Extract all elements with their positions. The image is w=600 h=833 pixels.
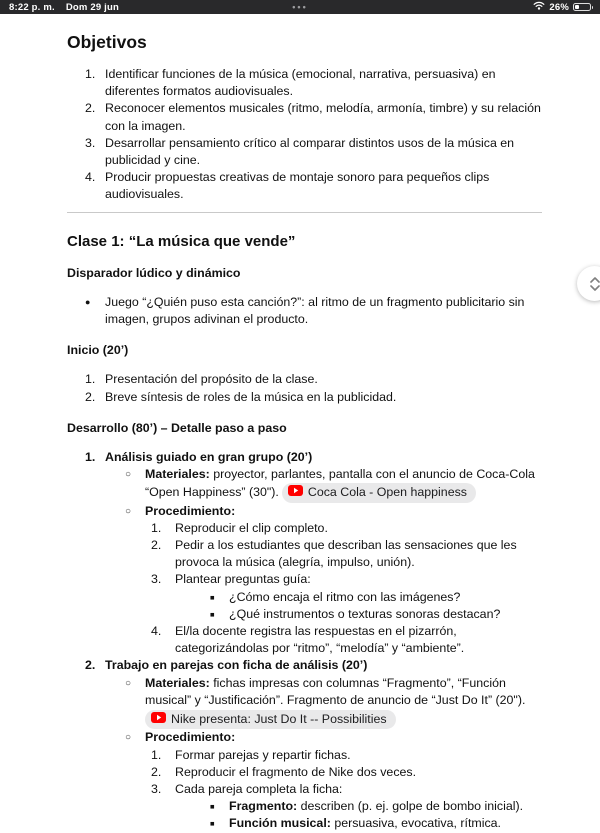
step-row (151, 520, 542, 537)
activity-title: Análisis guiado en gran grupo (20’) (105, 450, 313, 465)
section-title-objetivos: Objetivos (67, 32, 147, 52)
question-text: ¿Cómo encaja el ritmo con las imágenes? (229, 589, 461, 604)
list-item-text: Breve síntesis de roles de la música en la publicidad. (105, 389, 397, 404)
step-row (151, 747, 542, 764)
list-number: 3. (85, 135, 96, 150)
list-number: 4. (151, 624, 162, 639)
step-text: Cada pareja completa la ficha: (175, 781, 343, 796)
youtube-icon (151, 711, 166, 728)
step-row (151, 781, 542, 798)
circle-marker-icon: ○ (125, 469, 132, 481)
ficha-text (229, 815, 542, 832)
list-item-text: Reconocer elementos musicales (ritmo, melodía, armonía, timbre) y su relación con la imagen. (105, 101, 541, 133)
battery-percent: 26% (549, 1, 569, 13)
step-row (151, 571, 542, 588)
question-text: ¿Qué instrumentos o texturas sonoras destacan? (229, 606, 501, 621)
step-text: Pedir a los estudiantes que describan las sensaciones que les provoca la música (alegría, impulso, unión). (175, 538, 517, 570)
activity-2-title-row (85, 657, 542, 674)
bullet-marker-icon: ● (85, 296, 91, 307)
materiales-row (125, 675, 542, 730)
multitasking-dots-icon[interactable]: ••• (292, 2, 308, 12)
ficha-label: Fragmento: (229, 799, 298, 814)
materiales-label: Materiales: (145, 675, 210, 690)
list-item-text: Producir propuestas creativas de montaje sonoro para pequeños clips audiovisuales. (105, 170, 490, 202)
heading-disparador: Disparador lúdico y dinámico (67, 265, 241, 280)
section-title-clase1: Clase 1: “La música que vende” (67, 232, 296, 250)
chevron-down-icon[interactable] (590, 285, 600, 291)
circle-marker-icon: ○ (125, 505, 132, 517)
materiales-text (145, 675, 542, 730)
objetivos-list (67, 66, 542, 204)
ficha-row (210, 798, 542, 815)
question-row (210, 606, 542, 623)
list-item-text: Presentación del propósito de la clase. (105, 372, 318, 387)
bullet-item (85, 294, 542, 328)
list-number: 3. (151, 572, 162, 587)
square-marker-icon: ■ (210, 802, 215, 812)
ficha-text (229, 798, 542, 815)
battery-icon (573, 3, 591, 12)
list-item (85, 66, 542, 100)
procedimiento-row (125, 729, 542, 746)
list-item (85, 135, 542, 169)
procedimiento-label: Procedimiento: (145, 503, 236, 518)
youtube-chip-nike[interactable] (145, 710, 396, 729)
list-item-text: Desarrollar pensamiento crítico al comparar distintos usos de la música en publicidad y cine. (105, 135, 515, 168)
square-marker-icon: ■ (210, 819, 215, 829)
bullet-item-text: Juego “¿Quién puso esta canción?”: al ritmo de un fragmento publicitario sin imagen, grupos adivinan el producto. (105, 294, 525, 327)
wifi-icon (533, 1, 545, 13)
square-marker-icon: ■ (210, 592, 215, 602)
clock: 8:22 p. m. (9, 1, 55, 13)
list-item (85, 100, 542, 134)
list-number: 2. (85, 389, 96, 404)
materiales-row (125, 466, 542, 502)
activity-title: Trabajo en parejas con ficha de análisis (20’) (105, 658, 368, 673)
step-text: El/la docente registra las respuestas en el pizarrón, categorizándolas por “ritmo”, “melodía” y “ambiente”. (175, 624, 465, 656)
status-bar (0, 0, 600, 14)
list-item (85, 389, 542, 406)
inicio-list (67, 371, 542, 405)
step-row (151, 623, 542, 657)
procedimiento-label: Procedimiento: (145, 730, 236, 745)
materiales-label: Materiales: (145, 467, 210, 482)
materiales-body: proyector, parlantes, pantalla con el anuncio de Coca-Cola “Open Happiness” (30"). (145, 467, 535, 500)
question-row (210, 589, 542, 606)
ficha-row (210, 815, 542, 832)
list-number: 4. (85, 170, 96, 185)
chevron-up-icon[interactable] (590, 277, 600, 283)
step-row (151, 764, 542, 781)
step-text: Plantear preguntas guía: (175, 572, 311, 587)
circle-marker-icon: ○ (125, 732, 132, 744)
list-number: 2. (85, 101, 96, 116)
list-item (85, 371, 542, 388)
list-number: 1. (151, 747, 162, 762)
youtube-chip-coca-cola[interactable] (282, 483, 476, 502)
materiales-text (145, 466, 542, 502)
circle-marker-icon: ○ (125, 677, 132, 689)
list-number: 1. (85, 450, 96, 465)
step-text: Reproducir el clip completo. (175, 520, 328, 535)
ficha-body: persuasiva, evocativa, rítmica. (330, 816, 501, 831)
heading-inicio: Inicio (20’) (67, 343, 129, 358)
list-number: 2. (151, 538, 162, 553)
chip-label: Nike presenta: Just Do It -- Possibilities (171, 712, 387, 727)
list-number: 3. (151, 781, 162, 796)
list-number: 1. (85, 67, 96, 81)
square-marker-icon: ■ (210, 609, 215, 619)
step-text: Formar parejas y repartir fichas. (175, 747, 351, 762)
list-number: 2. (85, 658, 96, 673)
ficha-label: Función musical: (229, 816, 331, 831)
step-row (151, 537, 542, 571)
ficha-body: describen (p. ej. golpe de bombo inicial). (297, 799, 524, 814)
chip-row (145, 710, 542, 729)
date: Dom 29 jun (65, 1, 120, 13)
list-item (85, 169, 542, 203)
procedimiento-row (125, 503, 542, 520)
chip-label: Coca Cola - Open happiness (307, 485, 467, 500)
list-number: 1. (151, 520, 162, 535)
materiales-body: fichas impresas con columnas “Fragmento”, “Función musical” y “Justificación”. Fragmento de anuncio de “Just Do It” (20"). (145, 675, 526, 707)
youtube-icon (288, 484, 303, 501)
list-number: 2. (151, 764, 162, 779)
document-page (0, 14, 600, 833)
step-text: Reproducir el fragmento de Nike dos veces. (175, 764, 417, 779)
activity-1-title-row (85, 449, 542, 466)
heading-desarrollo: Desarrollo (80’) – Detalle paso a paso (67, 420, 287, 435)
section-divider (67, 212, 542, 213)
list-number: 1. (85, 372, 96, 387)
list-item-text: Identificar funciones de la música (emocional, narrativa, persuasiva) en diferentes formatos audiovisuales. (105, 67, 496, 99)
